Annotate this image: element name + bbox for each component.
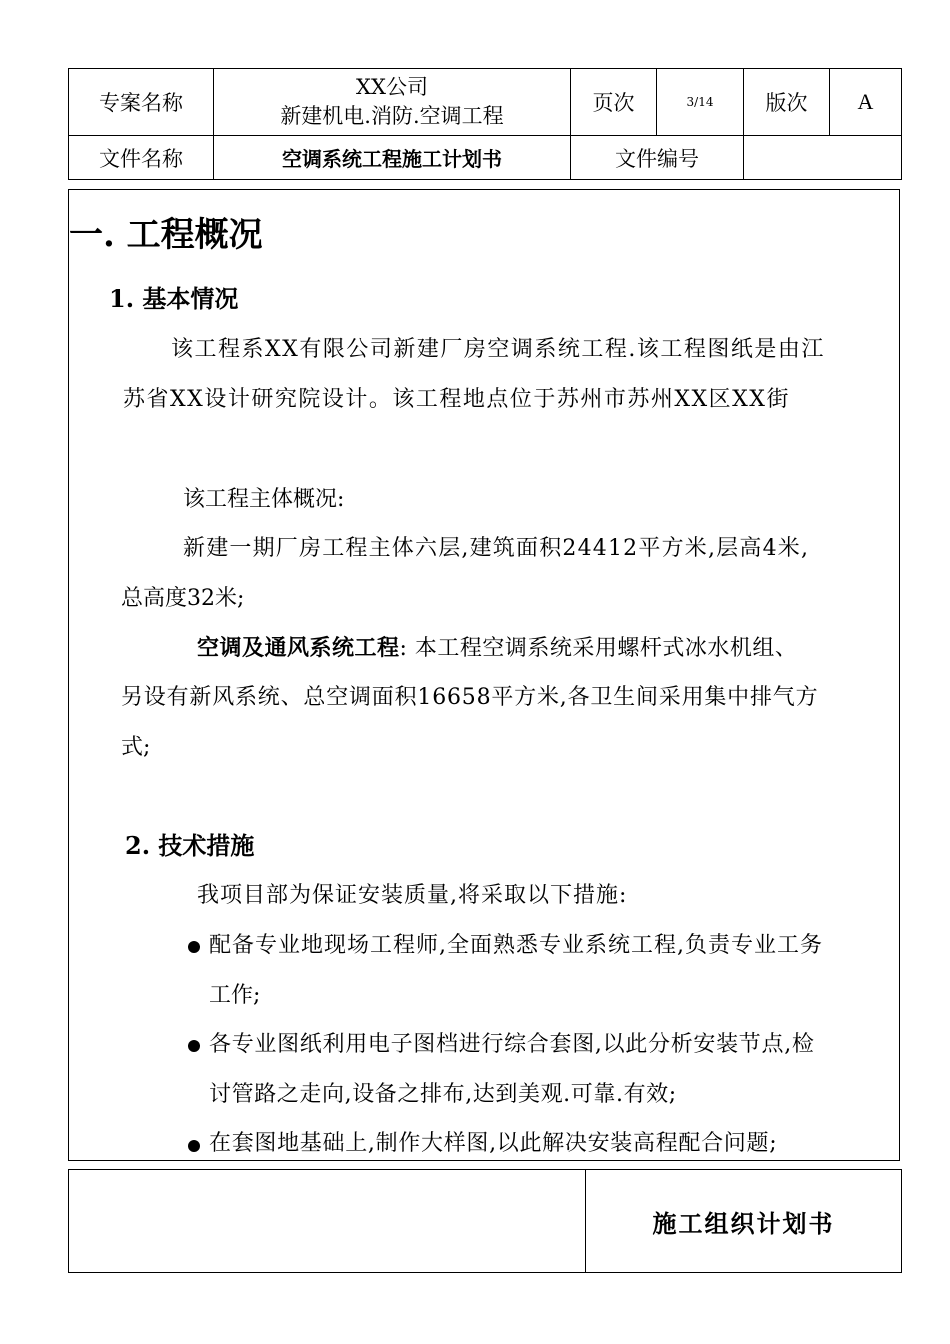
file-number-label: 文件编号 <box>571 136 744 180</box>
project-company: XX公司 <box>356 75 428 99</box>
page-value: 3/14 <box>657 69 744 136</box>
project-title: 新建机电.消防.空调工程 <box>280 104 504 128</box>
paragraph-basic-line1: 该工程系XX有限公司新建厂房空调系统工程.该工程图纸是由江 <box>171 337 825 362</box>
bullet-line1: 在套图地基础上,制作大样图,以此解决安装高程配合问题; <box>209 1131 778 1156</box>
hvac-line1-text: : 本工程空调系统采用螺杆式冰水机组、 <box>399 636 798 661</box>
bullet-line2: 工作; <box>209 983 261 1008</box>
bullet-dot-icon <box>188 941 200 953</box>
bullet-dot-icon <box>188 1040 200 1052</box>
document-body <box>68 189 900 1161</box>
file-number-value <box>744 136 902 180</box>
paragraph-hvac-line3: 式; <box>121 735 151 760</box>
version-label: 版次 <box>744 69 830 136</box>
project-name-value <box>214 69 571 136</box>
page-label: 页次 <box>571 69 657 136</box>
footer-blank-cell <box>69 1170 586 1273</box>
paragraph-overview: 该工程主体概况: <box>183 487 345 512</box>
subsection-basic-title: 1. 基本情况 <box>109 284 239 313</box>
paragraph-basic-line2: 苏省XX设计研究院设计。该工程地点位于苏州市苏州XX区XX街 <box>123 387 790 412</box>
paragraph-tech-intro: 我项目部为保证安装质量,将采取以下措施: <box>197 883 628 908</box>
hvac-label: 空调及通风系统工程 <box>197 635 400 661</box>
paragraph-hvac-line1 <box>197 633 797 664</box>
footer-title: 施工组织计划书 <box>586 1170 902 1273</box>
document-header-table <box>68 68 902 180</box>
paragraph-building-line2: 总高度32米; <box>121 586 245 611</box>
paragraph-building-line1: 新建一期厂房工程主体六层,建筑面积24412平方米,层高4米, <box>183 536 810 561</box>
bullet-line1: 各专业图纸利用电子图档进行综合套图,以此分析安装节点,检 <box>209 1032 815 1057</box>
version-value: A <box>830 69 902 136</box>
subsection-tech-title: 2. 技术措施 <box>125 831 255 860</box>
file-name-label: 文件名称 <box>69 136 214 180</box>
paragraph-hvac-line2: 另设有新风系统、总空调面积16658平方米,各卫生间采用集中排气方 <box>121 685 819 710</box>
bullet-dot-icon <box>188 1140 200 1152</box>
bullet-line2: 讨管路之走向,设备之排布,达到美观.可靠.有效; <box>209 1082 677 1107</box>
file-name-value: 空调系统工程施工计划书 <box>214 136 571 180</box>
project-name-label: 专案名称 <box>69 69 214 136</box>
section-title: 一. 工程概况 <box>69 215 263 255</box>
document-footer-table <box>68 1169 902 1273</box>
bullet-line1: 配备专业地现场工程师,全面熟悉专业系统工程,负责专业工务 <box>209 933 823 958</box>
